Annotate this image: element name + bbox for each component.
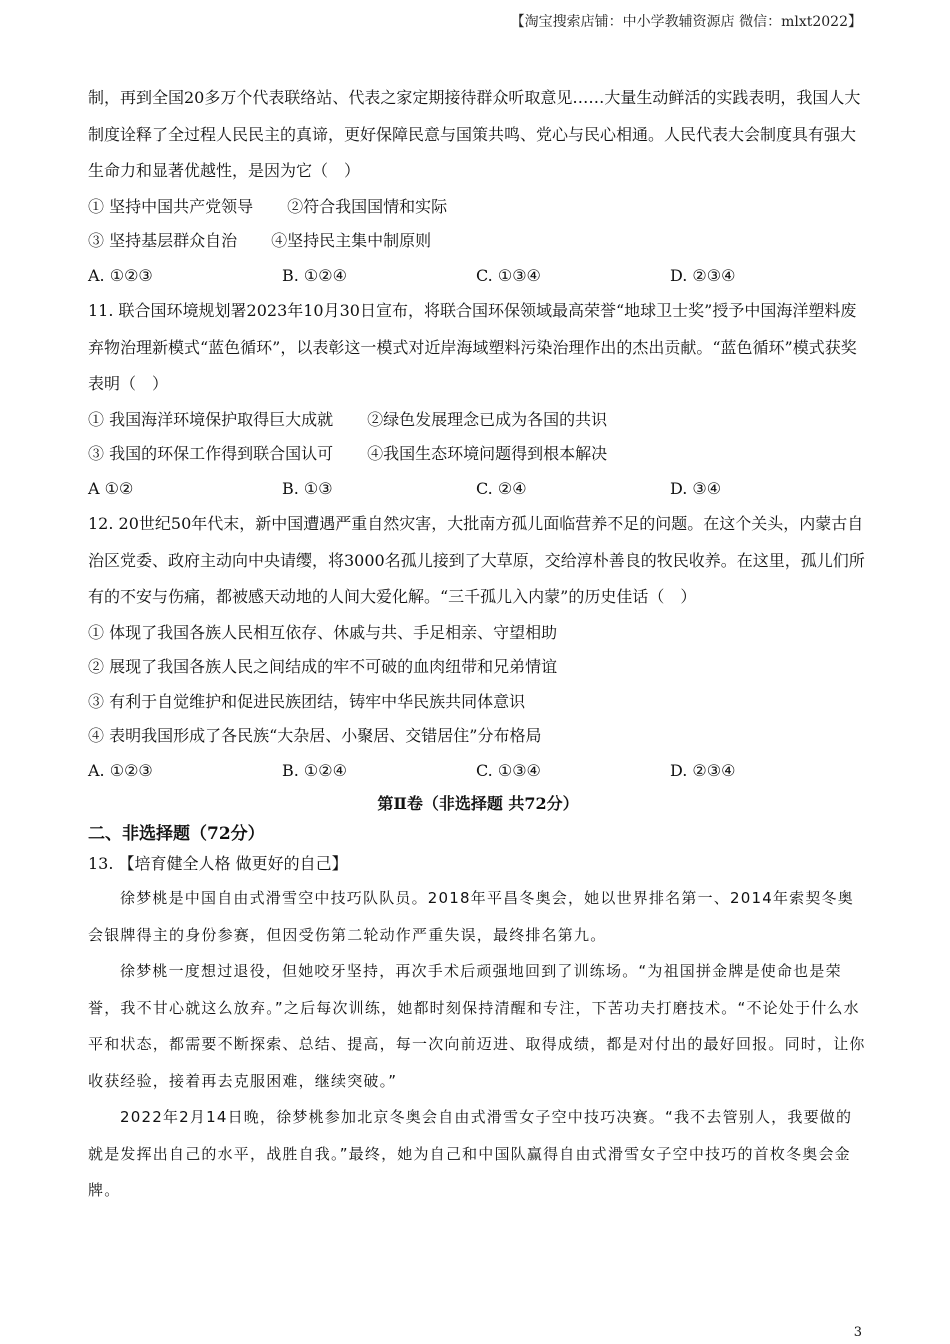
q10-statement-1: ① 坚持中国共产党领导 bbox=[88, 196, 254, 216]
q11-choices bbox=[88, 472, 868, 507]
q11-statements-row-2 bbox=[88, 437, 868, 472]
q10-choice-b: B. ①②④ bbox=[282, 265, 347, 285]
q12-paragraph: 12. 20世纪50年代末，新中国遭遇严重自然灾害，大批南方孤儿面临营养不足的问题。在这个关头，内蒙古自治区党委、政府主动向中央请缨，将3000名孤儿接到了大草原，交给淳朴善良的牧民收养。在这里，孤儿们所有的不安与伤痛，都被感天动地的人间大爱化解。“三千孤儿入内蒙”的历史佳话（ ） bbox=[88, 514, 865, 606]
q11-choice-d: D. ③④ bbox=[670, 478, 722, 498]
q10-statement-2: ②符合我国国情和实际 bbox=[287, 196, 448, 216]
q11-statement-2: ②绿色发展理念已成为各国的共识 bbox=[367, 409, 608, 429]
q12-statement-4: ④ 表明我国形成了各民族“大杂居、小聚居、交错居住”分布格局 bbox=[88, 726, 542, 745]
q11-statement-4: ④我国生态环境问题得到根本解决 bbox=[367, 444, 608, 463]
q10-statements-row-2 bbox=[88, 224, 868, 259]
page-content bbox=[88, 80, 868, 1209]
q12-choices bbox=[88, 754, 868, 789]
section-title: 第Ⅱ卷（非选择题 共72分） bbox=[377, 794, 579, 813]
q12-choice-a: A. ①②③ bbox=[88, 760, 153, 780]
q11-choice-b: B. ①③ bbox=[282, 478, 333, 498]
q13-title: 13. 【培育健全人格 做更好的自己】 bbox=[88, 854, 348, 873]
q11-choice-a: A ①② bbox=[88, 478, 134, 498]
q11-statement-1: ① 我国海洋环境保护取得巨大成就 bbox=[88, 409, 334, 429]
q10-statement-3: ③ 坚持基层群众自治 bbox=[88, 231, 238, 250]
q10-choice-c: C. ①③④ bbox=[476, 265, 541, 285]
q11-statement-3: ③ 我国的环保工作得到联合国认可 bbox=[88, 444, 334, 463]
q11-statements-row-1 bbox=[88, 403, 868, 438]
q12-statement-1: ① 体现了我国各族人民相互依存、休戚与共、手足相亲、守望相助 bbox=[88, 622, 558, 642]
q10-choice-a: A. ①②③ bbox=[88, 265, 153, 285]
q10-choice-d: D. ②③④ bbox=[670, 265, 736, 285]
q10-statement-4: ④坚持民主集中制原则 bbox=[271, 231, 432, 250]
q12-statement-2: ② 展现了我国各族人民之间结成的牢不可破的血肉纽带和兄弟情谊 bbox=[88, 657, 558, 676]
q12-choice-b: B. ①②④ bbox=[282, 760, 347, 780]
q10-paragraph: 制，再到全国20多万个代表联络站、代表之家定期接待群众听取意见……大量生动鲜活的实践表明，我国人大制度诠释了全过程人民民主的真谛，更好保障民意与国策共鸣、党心与民心相通。人民代表大会制度具有强大生命力和显著优越性，是因为它（ ） bbox=[88, 88, 861, 180]
q10-statements-row-1 bbox=[88, 190, 868, 225]
page-number: 3 bbox=[853, 1325, 862, 1340]
q13-paragraph-2: 徐梦桃一度想过退役，但她咬牙坚持，再次手术后顽强地回到了训练场。“为祖国拼金牌是使命也是荣誉，我不甘心就这么放弃。”之后每次训练，她都时刻保持清醒和专注，下苦功夫打磨技术。“不论处于什么水平和状态，都需要不断探索、总结、提高，每一次向前迈进、取得成绩，都是对付出的最好回报。同时，让你收获经验，接着再去克服困难，继续突破。” bbox=[88, 962, 866, 1090]
q11-choice-c: C. ②④ bbox=[476, 478, 527, 498]
part-title: 二、非选择题（72分） bbox=[88, 824, 265, 844]
q12-choice-d: D. ②③④ bbox=[670, 760, 736, 780]
page-header: 【淘宝搜索店铺：中小学教辅资源店 微信：mlxt2022】 bbox=[510, 14, 862, 30]
q10-choices bbox=[88, 259, 868, 294]
q12-choice-c: C. ①③④ bbox=[476, 760, 541, 780]
q13-paragraph-1: 徐梦桃是中国自由式滑雪空中技巧队队员。2018年平昌冬奥会，她以世界排名第一、2014年索契冬奥会银牌得主的身份参赛，但因受伤第二轮动作严重失误，最终排名第九。 bbox=[88, 889, 854, 944]
q13-paragraph-3: 2022年2月14日晚，徐梦桃参加北京冬奥会自由式滑雪女子空中技巧决赛。“我不去管别人，我要做的就是发挥出自己的水平，战胜自我。”最终，她为自己和中国队赢得自由式滑雪女子空中技巧的首枚冬奥会金牌。 bbox=[88, 1108, 853, 1199]
q11-paragraph: 11. 联合国环境规划署2023年10月30日宣布，将联合国环保领域最高荣誉“地球卫士奖”授予中国海洋塑料废弃物治理新模式“蓝色循环”，以表彰这一模式对近岸海域塑料污染治理作出的杰出贡献。“蓝色循环”模式获奖表明（ ） bbox=[88, 301, 857, 393]
q12-statement-3: ③ 有利于自觉维护和促进民族团结，铸牢中华民族共同体意识 bbox=[88, 691, 526, 711]
q13-story bbox=[88, 880, 868, 1209]
